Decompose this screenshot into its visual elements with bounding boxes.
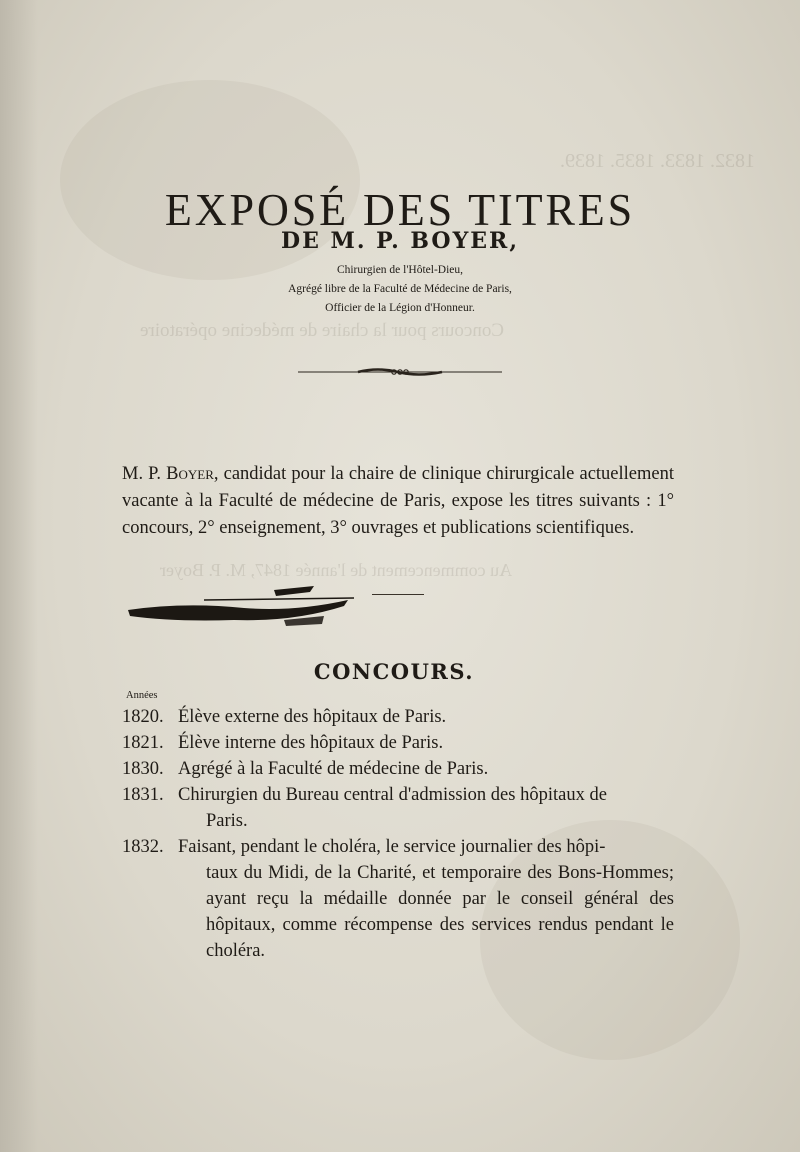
entry-year: 1832. xyxy=(122,837,164,857)
intro-paragraph xyxy=(122,461,674,542)
credential-line: Chirurgien de l'Hôtel-Dieu, xyxy=(336,264,464,276)
ornament-rule xyxy=(298,365,502,379)
list-item xyxy=(122,756,674,782)
show-through-text: Au commencement de l'année 1847, M. P. Boyer xyxy=(160,560,513,580)
author-line: DE M. P. BOYER, xyxy=(281,228,519,254)
entry-year: 1820. xyxy=(122,707,164,727)
credential-line: Agrégé libre de la Faculté de Médecine de Paris, xyxy=(288,283,512,295)
entry-text: Faisant, pendant le choléra, le service journalier des hôpi- xyxy=(178,837,606,857)
entry-continuation: Paris. xyxy=(206,811,248,831)
years-column-label: Années xyxy=(126,690,158,701)
entry-year: 1830. xyxy=(122,759,164,779)
entry-text: Chirurgien du Bureau central d'admission des hôpitaux de xyxy=(178,785,607,805)
ink-blot-mark xyxy=(124,580,354,634)
entry-continuation: taux du Midi, de la Charité, et temporaire des Bons-Hommes; ayant reçu la médaille donnée par le conseil général des hôpitaux, comme récompense des services rendus pendant le choléra. xyxy=(206,863,674,961)
document-title: EXPOSÉ DES TITRES xyxy=(164,183,636,235)
page-edge-shadow xyxy=(0,0,38,1152)
credential-line: Officier de la Légion d'Honneur. xyxy=(325,302,475,314)
list-item xyxy=(122,704,674,730)
entry-text: Élève externe des hôpitaux de Paris. xyxy=(178,707,447,727)
short-rule xyxy=(372,594,424,595)
entry-year: 1821. xyxy=(122,733,164,753)
list-item xyxy=(122,782,674,834)
entry-text: Agrégé à la Faculté de médecine de Paris. xyxy=(178,759,489,779)
section-heading-concours: CONCOURS. xyxy=(313,659,475,685)
entry-year: 1831. xyxy=(122,785,164,805)
list-item xyxy=(122,834,674,964)
entry-text: Élève interne des hôpitaux de Paris. xyxy=(178,733,444,753)
show-through-text: 1832. 1833. 1835. 1839. xyxy=(560,150,755,172)
show-through-text: Concours pour la chaire de médecine opératoire xyxy=(140,320,505,341)
entries-list xyxy=(122,704,674,964)
entry-text-block xyxy=(178,782,674,834)
entry-text-block xyxy=(178,834,674,964)
intro-text: , candidat pour la chaire de clinique chirurgicale actuellement vacante à la Faculté de médecine de Paris, expose les titres suivants : 1° concours, 2° enseignement, 3° ouvrages et publications scientifiques. xyxy=(122,463,674,538)
list-item xyxy=(122,730,674,756)
intro-author: M. P. Boyer xyxy=(122,463,214,484)
